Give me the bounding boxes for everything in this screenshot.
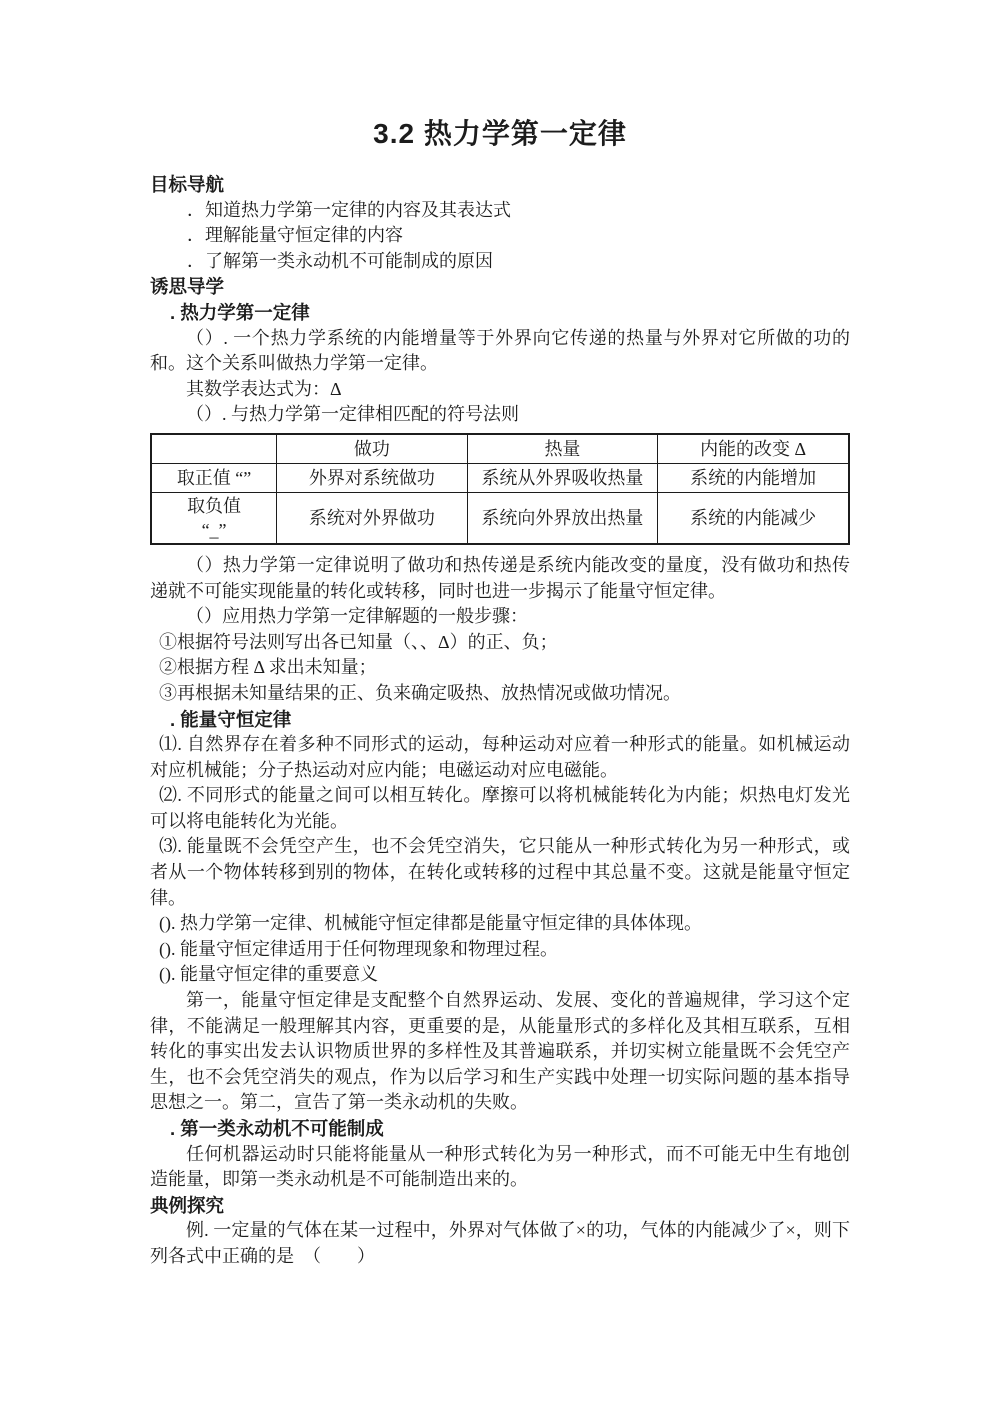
cell-negative-heat: 系统向外界放出热量 — [467, 492, 658, 544]
table-header-row — [151, 434, 849, 464]
subsection-heading-first-law: . 热力学第一定律 — [170, 301, 310, 323]
table-header-heat: 热量 — [467, 434, 658, 464]
goal-item-3: ．了解第一类永动机不可能制成的原因 — [187, 250, 493, 271]
cell-positive-energy: 系统的内能增加 — [658, 463, 849, 492]
page-title: 3.2 热力学第一定律 — [373, 118, 627, 149]
table-header-internal-energy: 内能的改变 Δ — [658, 434, 849, 464]
step-item-1: ①根据符号法则写出各已知量（、、Δ）的正、负； — [159, 631, 558, 652]
cell-negative-energy: 系统的内能减少 — [658, 492, 849, 544]
energy-item-2: ⑵. 不同形式的能量之间可以相互转化。摩擦可以将机械能转化为内能；炽热电灯发光可以将电能转化为光能。 — [150, 785, 850, 831]
table-row-negative — [151, 492, 849, 544]
subsection-heading-perpetual-motion: . 第一类永动机不可能制成 — [170, 1118, 384, 1139]
paragraph-math-expression: 其数学表达式为：Δ — [186, 378, 342, 399]
section-heading-guide: 诱思导学 — [150, 276, 225, 298]
cell-positive-work: 外界对系统做功 — [277, 463, 468, 492]
section-heading-goals: 目标导航 — [150, 174, 225, 195]
goal-item-2: ．理解能量守恒定律的内容 — [187, 225, 403, 246]
cell-negative-label — [151, 492, 277, 544]
step-item-3: ③再根据未知量结果的正、负来确定吸热、放热情况或做功情况。 — [159, 682, 681, 703]
cell-negative-work: 系统对外界做功 — [277, 492, 468, 544]
section-heading-example: 典例探究 — [150, 1194, 225, 1216]
paragraph-example-question: 例. 一定量的气体在某一过程中，外界对气体做了×的功，气体的内能减少了×，则下列各式中正确的是 （ ） — [150, 1220, 850, 1266]
energy-item-1: ⑴. 自然界存在着多种不同形式的运动，每种运动对应着一种形式的能量。如机械运动对应机械能；分子热运动对应内能；电磁运动对应电磁能。 — [150, 734, 850, 780]
paragraph-perpetual-motion: 任何机器运动时只能将能量从一种形式转化为另一种形式，而不可能无中生有地创造能量，即第一类永动机是不可能制造出来的。 — [150, 1143, 850, 1190]
sign-convention-table — [150, 433, 850, 545]
goal-item-1: ．知道热力学第一定律的内容及其表达式 — [187, 199, 511, 220]
table-row-positive — [151, 463, 849, 492]
paragraph-law-significance: （）热力学第一定律说明了做功和热传递是系统内能改变的量度，没有做功和热传递就不可能实现能量的转化或转移，同时也进一步揭示了能量守恒定律。 — [150, 554, 850, 601]
cell-negative-label-line2: “_” — [201, 519, 227, 540]
cell-positive-heat: 系统从外界吸收热量 — [467, 463, 658, 492]
cell-negative-label-line1: 取负值 — [187, 495, 242, 516]
cell-positive-label: 取正值 “” — [151, 463, 277, 492]
paragraph-sign-rule-intro: （）. 与热力学第一定律相匹配的符号法则 — [186, 404, 519, 425]
subsection-heading-energy-conservation: . 能量守恒定律 — [170, 708, 292, 730]
table-header-work: 做功 — [277, 434, 468, 464]
table-header-empty — [151, 434, 277, 464]
step-item-2: ②根据方程 Δ 求出未知量； — [159, 657, 377, 678]
energy-point-2: (). 能量守恒定律适用于任何物理现象和物理过程。 — [159, 938, 558, 959]
paragraph-first-law-statement: （）. 一个热力学系统的内能增量等于外界向它传递的热量与外界对它所做的功的和。这个关系叫做热力学第一定律。 — [150, 327, 850, 374]
energy-item-3: ⑶. 能量既不会凭空产生，也不会凭空消失，它只能从一种形式转化为另一种形式，或者从一个物体转移到别的物体，在转化或转移的过程中其总量不变。这就是能量守恒定律。 — [150, 836, 850, 908]
energy-point-3: (). 能量守恒定律的重要意义 — [159, 964, 378, 985]
paragraph-steps-intro: （）应用热力学第一定律解题的一般步骤： — [186, 606, 528, 627]
energy-point-1: (). 热力学第一定律、机械能守恒定律都是能量守恒定律的具体体现。 — [159, 913, 702, 934]
paragraph-energy-meaning: 第一，能量守恒定律是支配整个自然界运动、发展、变化的普遍规律，学习这个定律，不能满足一般理解其内容，更重要的是，从能量形式的多样化及其相互联系，互相转化的事实出发去认识物质世界的多样性及其普遍联系，并切实树立能量既不会凭空产生，也不会凭空消失的观点，作为以后学习和生产实践中处理一切实际问题的基本指导思想之一。第二，宣告了第一类永动机的失败。 — [150, 990, 850, 1113]
